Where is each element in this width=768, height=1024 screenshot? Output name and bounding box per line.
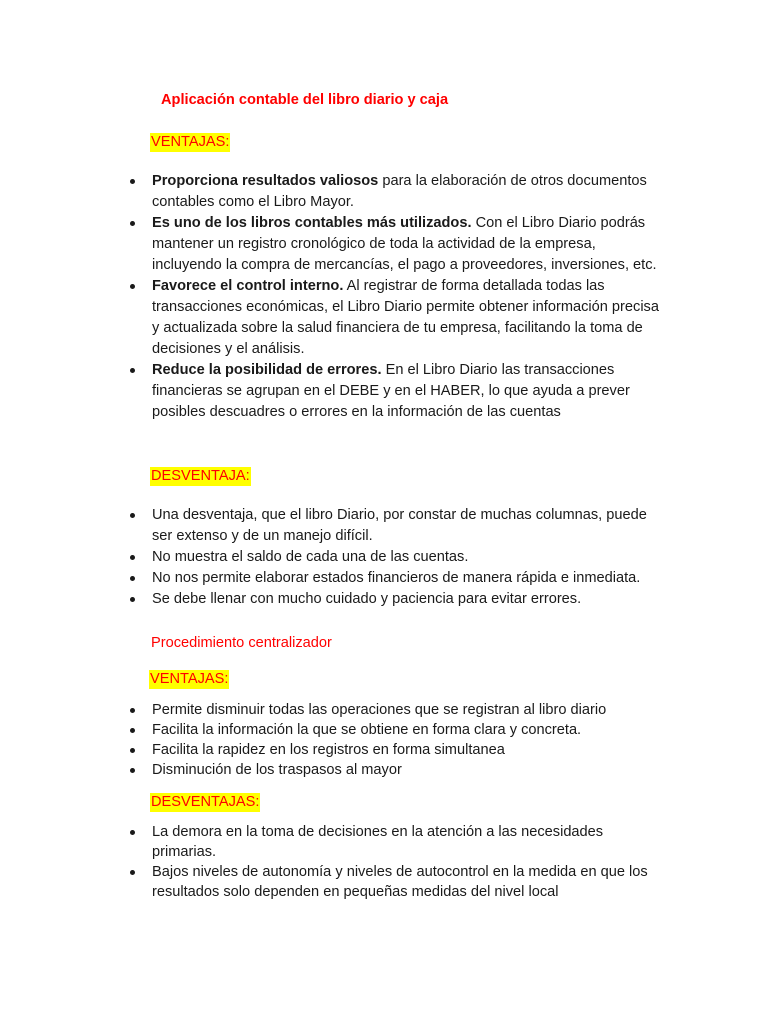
bullet-icon <box>130 284 135 289</box>
desventaja-label-1: DESVENTAJA: <box>151 468 250 484</box>
desventajas-list-2 <box>0 822 768 902</box>
list-item: Reduce la posibilidad de errores. En el Libro Diario las transacciones financieras se agrupan en el DEBE y en el HABER, lo que ayuda a prever posibles descuadres o errores en la información de las cuentas <box>0 360 768 423</box>
list-item: Proporciona resultados valiosos para la elaboración de otros documentos contables como el Libro Mayor. <box>0 171 768 213</box>
section-heading: Procedimiento centralizador <box>151 635 332 651</box>
ventajas-list-2 <box>0 700 768 780</box>
list-item: Favorece el control interno. Al registrar de forma detallada todas las transacciones económicas, el Libro Diario permite obtener información precisa y actualizada sobre la salud financiera de tu empresa, facilitando la toma de decisiones y el análisis. <box>0 276 768 360</box>
list-item: Disminución de los traspasos al mayor <box>0 760 768 780</box>
list-item: Bajos niveles de autonomía y niveles de autocontrol en la medida en que los resultados solo dependen en pequeñas medidas del nivel local <box>0 862 768 902</box>
bullet-icon <box>130 555 135 560</box>
bullet-icon <box>130 830 135 835</box>
list-item: No nos permite elaborar estados financieros de manera rápida e inmediata. <box>0 568 768 589</box>
list-item: Permite disminuir todas las operaciones que se registran al libro diario <box>0 700 768 720</box>
list-item: Se debe llenar con mucho cuidado y paciencia para evitar errores. <box>0 589 768 610</box>
list-item: La demora en la toma de decisiones en la atención a las necesidades primarias. <box>0 822 768 862</box>
bullet-icon <box>130 576 135 581</box>
bullet-icon <box>130 728 135 733</box>
document-title: Aplicación contable del libro diario y caja <box>161 92 449 108</box>
ventajas-list-1 <box>0 171 768 423</box>
list-item: Facilita la información la que se obtiene en forma clara y concreta. <box>0 720 768 740</box>
bullet-icon <box>130 368 135 373</box>
list-item: No muestra el saldo de cada una de las cuentas. <box>0 547 768 568</box>
desventajas-label-2: DESVENTAJAS: <box>151 794 260 810</box>
ventajas-label-2: VENTAJAS: <box>150 671 229 687</box>
bullet-icon <box>130 768 135 773</box>
list-item: Una desventaja, que el libro Diario, por constar de muchas columnas, puede ser extenso y de un manejo difícil. <box>0 505 768 547</box>
bullet-icon <box>130 870 135 875</box>
desventajas-list-1 <box>0 505 768 610</box>
bullet-icon <box>130 221 135 226</box>
list-item: Es uno de los libros contables más utilizados. Con el Libro Diario podrás mantener un registro cronológico de toda la actividad de la empresa, incluyendo la compra de mercancías, el pago a proveedores, inversiones, etc. <box>0 213 768 276</box>
list-item: Facilita la rapidez en los registros en forma simultanea <box>0 740 768 760</box>
bullet-icon <box>130 597 135 602</box>
ventajas-label-1: VENTAJAS: <box>151 134 230 150</box>
bullet-icon <box>130 179 135 184</box>
bullet-icon <box>130 513 135 518</box>
bullet-icon <box>130 708 135 713</box>
bullet-icon <box>130 748 135 753</box>
